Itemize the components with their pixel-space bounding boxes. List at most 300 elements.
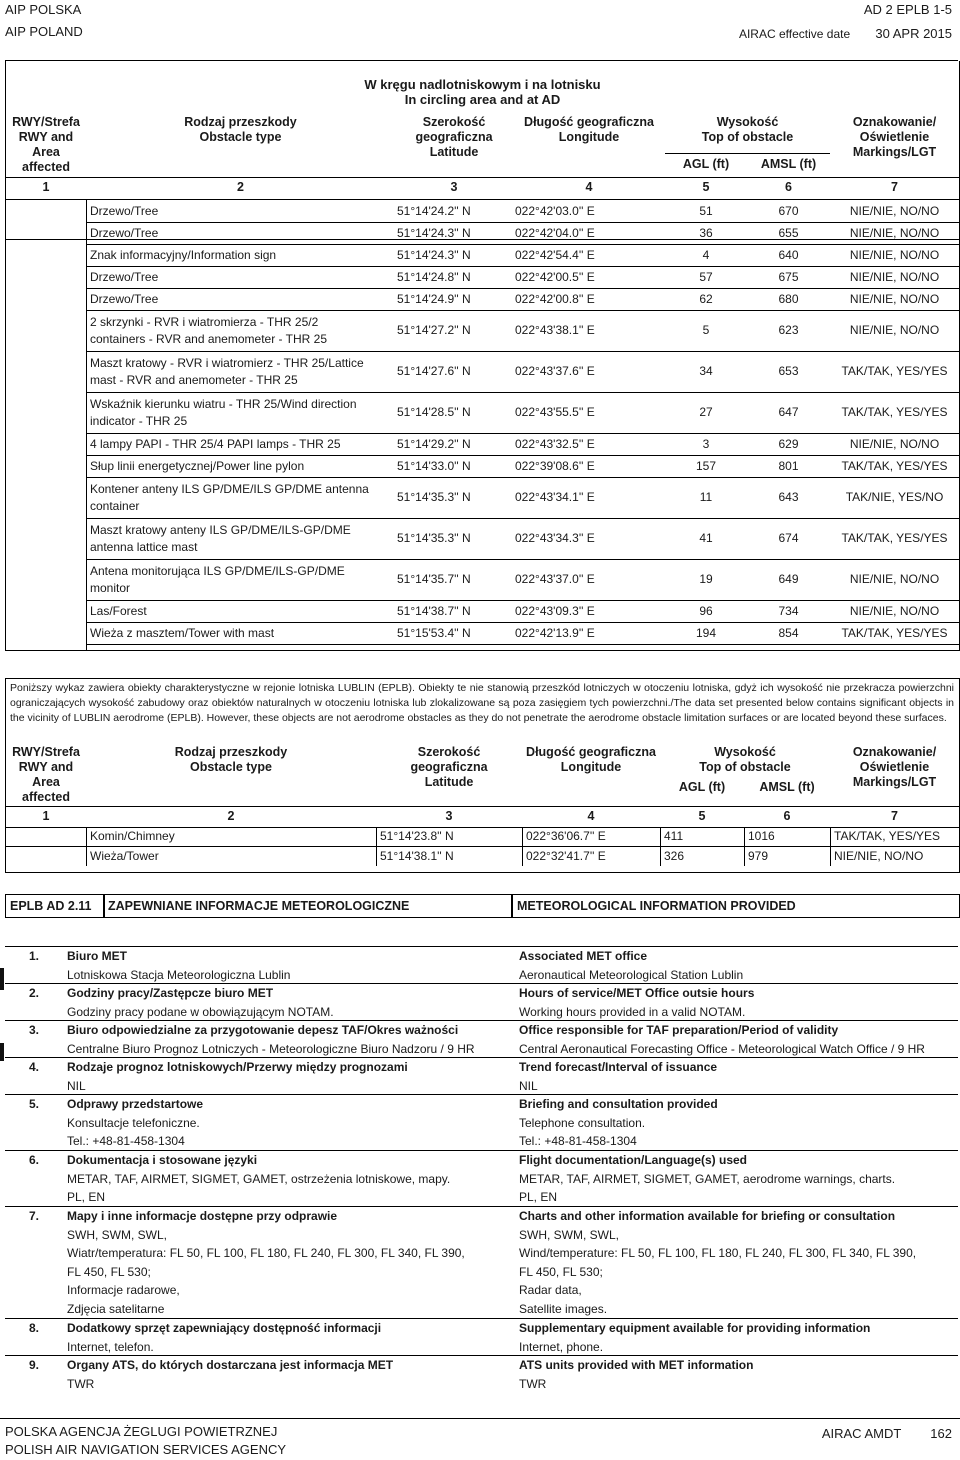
rwy-h1: RWY/Strefa [12, 115, 80, 129]
cell-value: 680 [778, 291, 799, 306]
footer-rule [0, 1418, 960, 1419]
cell-value: 022°43'38.1'' E [515, 323, 595, 337]
cell-value: NIE/NIE, NO/NO [849, 269, 940, 284]
header-left [5, 2, 83, 40]
table-row [86, 559, 959, 601]
cell-value: 34 [699, 364, 713, 378]
height-h2: Top of obstacle [701, 130, 794, 144]
met-rows [5, 946, 958, 1392]
cell-value: NIE/NIE, NO/NO [849, 436, 940, 451]
cell-value: 854 [778, 625, 799, 640]
cell-amsl [747, 559, 830, 600]
cell-divider [376, 847, 377, 866]
met-item-pl-title: Dodatkowy sprzęt zapewniający dostępność informacji [67, 1321, 382, 1335]
cell-amsl [747, 433, 830, 455]
met-item-en [519, 1021, 957, 1058]
cell-value: 51°14'27.6'' N [397, 364, 471, 378]
cell-mark [830, 622, 959, 644]
met-item-en-title: Charts and other information available for briefing or consultation [519, 1209, 896, 1223]
table-row [86, 392, 959, 434]
numbers-top-rule [6, 177, 959, 178]
cell-type [88, 266, 395, 288]
met-item-en-line: SWH, SWM, SWL, [519, 1227, 619, 1242]
cell-value: 157 [695, 458, 717, 473]
cell-lon [513, 455, 667, 477]
cell-agl [665, 477, 747, 518]
met-item [5, 946, 958, 984]
cell-value: NIE/NIE, NO/NO [849, 225, 940, 240]
met-items [5, 946, 958, 1392]
table-row [86, 433, 959, 456]
cell-lon [513, 310, 667, 351]
table-row [86, 310, 959, 352]
cell-lat [395, 310, 515, 351]
cell-value: 51°14'38.7'' N [397, 603, 471, 618]
obstacle-type-line: 4 lampy PAPI - THR 25/4 PAPI lamps - THR 25 [90, 436, 341, 451]
cell-divider [744, 827, 745, 846]
met-item-pl-title: Odprawy przedstartowe [67, 1097, 204, 1111]
header-aip-poland: AIP POLAND [5, 24, 83, 39]
met-item-pl-title: Biuro MET [67, 949, 127, 963]
footer-agency-en: POLISH AIR NAVIGATION SERVICES AGENCY [5, 1442, 287, 1457]
cell-divider [522, 847, 523, 866]
cell-mark [830, 288, 959, 310]
cell-value: 27 [699, 405, 713, 419]
cell-value: 022°43'09.3'' E [515, 603, 595, 618]
met-item-pl [67, 1095, 513, 1151]
cell-value: TAK/TAK, YES/YES [841, 625, 948, 640]
cell-type [88, 288, 395, 310]
cell-type [88, 622, 395, 644]
section-header [5, 894, 958, 918]
cell-divider [830, 827, 831, 846]
cell-type [88, 518, 395, 559]
cell-lat [395, 392, 515, 433]
cell-value: 022°43'34.3'' E [515, 531, 595, 545]
v-col-num-3: 3 [445, 809, 453, 823]
cell-value: 022°42'54.4'' E [515, 247, 595, 262]
col-marking-header [830, 115, 959, 160]
obstacle-type-line: Antena monitorująca ILS GP/DME/ILS-GP/DME [90, 563, 345, 578]
met-item [5, 983, 958, 1021]
obstacle-type-line: Las/Forest [90, 603, 147, 618]
cell-value: TAK/TAK, YES/YES [841, 458, 948, 473]
cell-mark: TAK/TAK, YES/YES [834, 829, 941, 843]
circling-title-en: In circling area and at AD [404, 92, 561, 107]
cell-type: Wieża/Tower [90, 849, 159, 863]
cell-mark [830, 200, 959, 222]
change-bar-2 [0, 1043, 4, 1061]
met-item-en-line: Telephone consultation. [519, 1115, 646, 1130]
cell-lat [395, 600, 515, 622]
cell-value: 51 [699, 203, 713, 218]
cell-lat [395, 622, 515, 644]
cell-value: NIE/NIE, NO/NO [849, 203, 940, 218]
met-item-pl-line: Wiatr/temperatura: FL 50, FL 100, FL 180, FL 240, FL 300, FL 340, FL 390, [67, 1246, 465, 1261]
cell-type [88, 200, 395, 222]
col-height-header [665, 115, 830, 145]
cell-agl [665, 518, 747, 559]
met-item-pl-title: Dokumentacja i stosowane języki [67, 1153, 258, 1167]
met-item-en [519, 947, 957, 984]
section-title-en: METEOROLOGICAL INFORMATION PROVIDED [512, 894, 960, 918]
v-col-type-header [86, 745, 376, 775]
v-col-num-1: 1 [42, 809, 50, 823]
footer-right [822, 1425, 952, 1443]
cell-divider [660, 847, 661, 866]
col-num-5: 5 [702, 180, 710, 194]
v-col-marking-header [830, 745, 959, 790]
obstacle-type-line: Drzewo/Tree [90, 269, 159, 284]
change-bar-1 [0, 968, 4, 990]
col-num-3: 3 [450, 180, 458, 194]
cell-lon [513, 518, 667, 559]
obstacle-type-line: Drzewo/Tree [90, 291, 159, 306]
cell-lat [395, 477, 515, 518]
cell-agl: 411 [664, 829, 684, 843]
met-item-number: 8. [29, 1321, 40, 1335]
met-item-en-line: TWR [519, 1376, 547, 1391]
section-code: EPLB AD 2.11 [5, 894, 105, 918]
met-item-pl [67, 1021, 513, 1058]
circling-obstacle-table [5, 61, 960, 651]
col-num-2: 2 [237, 180, 244, 194]
cell-value: 62 [699, 291, 713, 306]
cell-value: 4 [702, 247, 710, 262]
cell-value: 643 [778, 490, 799, 504]
cell-agl [665, 433, 747, 455]
v-mark-h1: Oznakowanie/ [852, 745, 937, 759]
met-item-pl [67, 947, 513, 984]
cell-lon [513, 222, 667, 244]
table-row [86, 622, 959, 645]
header-right [739, 2, 952, 42]
met-item-number: 2. [29, 986, 40, 1000]
met-item-pl-title: Godziny pracy/Zastępcze biuro MET [67, 986, 274, 1000]
v-col-lat-header [376, 745, 522, 790]
cell-value: 51°14'35.3'' N [397, 490, 471, 504]
cell-value: 022°42'00.5'' E [515, 269, 595, 284]
met-item-number: 1. [29, 949, 40, 963]
col-lat-header [395, 115, 513, 160]
met-item-en-line: Satellite images. [519, 1301, 608, 1316]
cell-type: Komin/Chimney [90, 829, 175, 843]
cell-amsl [747, 266, 830, 288]
rwy-column-divider [86, 200, 87, 650]
met-item-pl-title: Rodzaje prognoz lotniskowych/Przerwy między prognozami [67, 1060, 408, 1074]
v-mark-h3: Markings/LGT [852, 775, 937, 789]
met-item-en-title: Supplementary equipment available for providing information [519, 1321, 871, 1335]
obstacle-type-line: container [90, 498, 140, 513]
cell-lon [513, 559, 667, 600]
cell-type [88, 433, 395, 455]
v-lat-h2: geograficzna [410, 760, 488, 774]
v-column-numbers-row [6, 809, 959, 825]
v-col-num-5: 5 [698, 809, 706, 823]
cell-value: 51°14'35.3'' N [397, 531, 471, 545]
cell-type [88, 477, 395, 518]
col-num-6: 6 [785, 180, 792, 194]
cell-value: 51°14'24.3'' N [397, 247, 471, 262]
met-item-pl-line: TWR [67, 1376, 95, 1391]
cell-value: 022°42'03.0'' E [515, 203, 595, 218]
cell-agl [665, 200, 747, 222]
cell-lon [513, 288, 667, 310]
cell-agl [665, 392, 747, 433]
cell-lon [513, 351, 667, 392]
cell-mark [830, 455, 959, 477]
cell-value: 623 [778, 323, 799, 337]
mark-h2: Oświetlenie [859, 130, 930, 144]
cell-mark [830, 433, 959, 455]
met-item-number: 3. [29, 1023, 40, 1037]
cell-value: NIE/NIE, NO/NO [849, 572, 940, 586]
table-row [86, 351, 959, 393]
met-item-pl [67, 1207, 513, 1319]
v-lon-h1: Długość geograficzna [526, 745, 656, 759]
cell-value: 022°43'34.1'' E [515, 490, 595, 504]
table-row [86, 477, 959, 519]
cell-agl [665, 455, 747, 477]
cell-lon: 022°32'41.7'' E [526, 849, 606, 863]
v-lat-h1: Szerokość [417, 745, 481, 759]
met-item-pl-line: NIL [67, 1078, 86, 1093]
met-item-en-line: PL, EN [519, 1190, 558, 1205]
mark-h1: Oznakowanie/ [852, 115, 937, 129]
met-item-en [519, 984, 957, 1021]
cell-value: 675 [778, 269, 799, 284]
cell-divider [376, 827, 377, 846]
met-item [5, 1057, 958, 1095]
v-col-height-header [660, 745, 830, 775]
cell-value: NIE/NIE, NO/NO [849, 291, 940, 306]
cell-agl [665, 559, 747, 600]
cell-value: 801 [778, 458, 799, 473]
cell-value: 51°14'29.2'' N [397, 436, 471, 451]
cell-mark [830, 600, 959, 622]
cell-value: 629 [778, 436, 799, 451]
col-num-4: 4 [585, 180, 593, 194]
cell-value: NIE/NIE, NO/NO [849, 323, 940, 337]
met-item-en-line: FL 450, FL 530; [519, 1264, 603, 1279]
cell-amsl [747, 310, 830, 351]
cell-lat [395, 200, 515, 222]
col-num-7: 7 [891, 180, 898, 194]
type-h1: Rodzaj przeszkody [184, 115, 297, 129]
cell-lon [513, 266, 667, 288]
v-lat-h3: Latitude [424, 775, 474, 789]
cell-value: 022°42'13.9'' E [515, 625, 595, 640]
section-title-pl: ZAPEWNIANE INFORMACJE METEOROLOGICZNE [103, 894, 512, 918]
cell-lat: 51°14'23.8'' N [380, 829, 454, 843]
cell-value: 51°14'24.8'' N [397, 269, 471, 284]
cell-divider [744, 847, 745, 866]
col-type-header [86, 115, 395, 145]
met-item-en-line: Internet, phone. [519, 1339, 604, 1354]
cell-amsl [747, 222, 830, 244]
obstacle-type-line: containers - RVR and anemometer - THR 25 [90, 331, 327, 346]
v-col-rwy-header [6, 745, 86, 805]
cell-value: 647 [778, 405, 799, 419]
lon-h2: Longitude [558, 130, 620, 144]
met-item-pl [67, 1319, 513, 1356]
cell-value: 670 [778, 203, 799, 218]
cell-value: 51°14'24.3'' N [397, 225, 471, 240]
amsl-header: AMSL (ft) [760, 157, 817, 171]
cell-lat [395, 559, 515, 600]
cell-value: 022°43'37.0'' E [515, 572, 595, 586]
cell-lon [513, 433, 667, 455]
obstacle-type-line: Znak informacyjny/Information sign [90, 247, 277, 262]
cell-type [88, 222, 395, 244]
met-item-pl [67, 984, 513, 1021]
v-col-num-6: 6 [783, 809, 791, 823]
cell-lat [395, 266, 515, 288]
table-row [86, 200, 959, 223]
cell-value: NIE/NIE, NO/NO [849, 603, 940, 618]
cell-type [88, 310, 395, 351]
v-type-h2: Obstacle type [190, 760, 272, 774]
met-item-pl-line: Godziny pracy podane w obowiązującym NOTAM. [67, 1004, 334, 1019]
met-item-en [519, 1207, 957, 1319]
footer-left [5, 1423, 286, 1459]
obstacle-type-line: Kontener anteny ILS GP/DME/ILS GP/DME antenna [90, 481, 369, 496]
obstacle-type-line: Drzewo/Tree [90, 203, 159, 218]
cell-agl [665, 244, 747, 266]
cell-value: 674 [778, 531, 799, 545]
rwy-h3: Area [32, 145, 60, 159]
cell-value: 51°14'27.2'' N [397, 323, 471, 337]
cell-mark [830, 266, 959, 288]
met-item-pl-title: Mapy i inne informacje dostępne przy odprawie [67, 1209, 338, 1223]
cell-lon [513, 392, 667, 433]
cell-value: TAK/TAK, YES/YES [841, 405, 948, 419]
vicinity-note: Poniższy wykaz zawiera obiekty charakterystyczne w rejonie lotniska LUBLIN (EPLB). Obiekty te nie stanowią przeszkód lotniczych w otoczeniu lotniska, gdyż ich wysokość nie przekracza powierzchni ograniczających wysokość zabudowy oraz obiektów naturalnych w otoczeniu lotniska lub zlokalizowane są poza zasięgiem tych powierzchni./The data set presented below contains significant objects in the vicinity of LUBLIN aerodrome (EPLB). However, these objects are not aerodrome obstacles as they do not penetrate the aerodrome obstacle limitation surfaces or are located beyond these surfaces. [10, 682, 954, 724]
cell-value: 51°14'28.5'' N [397, 405, 471, 419]
cell-agl [665, 622, 747, 644]
v-col-num-4: 4 [587, 809, 595, 823]
cell-value: NIE/NIE, NO/NO [849, 247, 940, 262]
cell-mark [830, 392, 959, 433]
cell-amsl [747, 477, 830, 518]
cell-amsl [747, 392, 830, 433]
met-item-en-title: Hours of service/MET Office outsie hours [519, 986, 755, 1000]
lat-h1: Szerokość [422, 115, 486, 129]
met-item-en [519, 1356, 957, 1393]
footer-amdt-label: AIRAC AMDT [821, 1426, 902, 1441]
v-col-lon-header [522, 745, 660, 775]
footer-amdt-number: 162 [930, 1426, 952, 1441]
v-col-num-2: 2 [227, 809, 235, 823]
obstacle-type-line: Drzewo/Tree [90, 225, 159, 240]
met-item-en [519, 1095, 957, 1151]
table-row [86, 222, 959, 245]
cell-mark [830, 310, 959, 351]
cell-divider [660, 827, 661, 846]
cell-lon [513, 622, 667, 644]
header-aip-polska: AIP POLSKA [5, 2, 82, 17]
obstacle-type-line: antenna lattice mast [90, 539, 198, 554]
met-item-number: 9. [29, 1358, 40, 1372]
met-item-en-line: Tel.: +48-81-458-1304 [519, 1134, 637, 1149]
met-item-number: 4. [29, 1060, 40, 1074]
agl-header: AGL (ft) [682, 157, 730, 171]
cell-type [88, 559, 395, 600]
met-item-pl-line: Centralne Biuro Prognoz Lotniczych - Meteorologiczne Biuro Nadzoru / 9 HR [67, 1041, 475, 1056]
vicinity-table-header [6, 745, 959, 807]
cell-mark [830, 477, 959, 518]
col-rwy-header [6, 115, 86, 175]
cell-amsl [747, 622, 830, 644]
mark-h3: Markings/LGT [852, 145, 937, 159]
lat-h3: Latitude [429, 145, 479, 159]
cell-lat: 51°14'38.1'' N [380, 849, 454, 863]
cell-lon [513, 477, 667, 518]
lat-h2: geograficzna [415, 130, 493, 144]
met-item-en-line: Radar data, [519, 1283, 582, 1298]
lon-h1: Długość geograficzna [524, 115, 654, 129]
cell-divider [86, 847, 87, 866]
cell-type [88, 244, 395, 266]
cell-value: 734 [778, 603, 799, 618]
height-split-rule [665, 153, 830, 154]
obstacle-type-line: Maszt kratowy anteny ILS GP/DME/ILS-GP/DME [90, 522, 351, 537]
cell-mark [830, 351, 959, 392]
type-h2: Obstacle type [199, 130, 282, 144]
met-item [5, 1355, 958, 1393]
v-height-h1: Wysokość [714, 745, 776, 759]
obstacle-type-line: Wieża z masztem/Tower with mast [90, 625, 275, 640]
met-item-en-title: Briefing and consultation provided [519, 1097, 718, 1111]
obstacle-type-line: Wskaźnik kierunku wiatru - THR 25/Wind direction [90, 396, 357, 411]
v-height-h2: Top of obstacle [699, 760, 791, 774]
cell-agl [665, 288, 747, 310]
cell-mark [830, 518, 959, 559]
footer-agency-pl: POLSKA AGENCJA ŻEGLUGI POWIETRZNEJ [5, 1424, 278, 1439]
met-item-en-line: NIL [519, 1078, 538, 1093]
v-type-h1: Rodzaj przeszkody [174, 745, 288, 759]
cell-value: 022°43'37.6'' E [515, 364, 595, 378]
met-item-en [519, 1319, 957, 1356]
met-item-pl-line: Tel.: +48-81-458-1304 [67, 1134, 185, 1149]
header-page-id: AD 2 EPLB 1-5 [863, 2, 952, 17]
met-item-pl-line: Zdjęcia satelitarne [67, 1301, 165, 1316]
cell-value: 36 [699, 225, 713, 240]
table-row [86, 518, 959, 560]
cell-amsl [747, 518, 830, 559]
met-item-pl-line: Konsultacje telefoniczne. [67, 1115, 200, 1130]
cell-value: 96 [699, 603, 713, 618]
vicinity-box [5, 678, 960, 873]
cell-value: 655 [778, 225, 799, 240]
obstacle-type-line: Słup linii energetycznej/Power line pylon [90, 458, 305, 473]
cell-mark [830, 222, 959, 244]
cell-amsl [747, 244, 830, 266]
v-lon-h2: Longitude [560, 760, 622, 774]
table-row [86, 455, 959, 478]
cell-value: 11 [699, 490, 713, 504]
cell-value: TAK/TAK, YES/YES [841, 364, 948, 378]
col-num-1: 1 [42, 180, 50, 194]
cell-amsl: 1016 [748, 829, 775, 843]
cell-value: 51°14'33.0'' N [397, 458, 471, 473]
met-item-pl-title: Organy ATS, do których dostarczana jest informacja MET [67, 1358, 394, 1372]
cell-type [88, 392, 395, 433]
cell-value: 640 [778, 247, 799, 262]
cell-divider [830, 847, 831, 866]
met-item [5, 1094, 958, 1151]
met-item-en [519, 1151, 957, 1207]
